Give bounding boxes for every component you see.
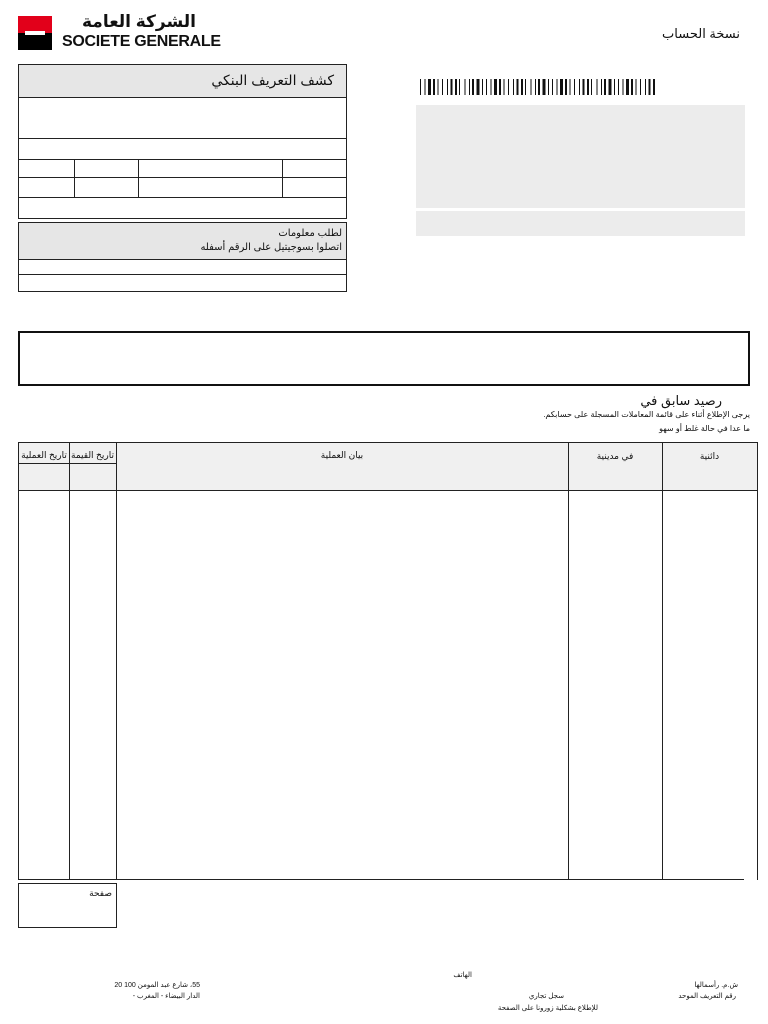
brand-name-fr: SOCIETE GENERALE <box>62 33 221 50</box>
col-op-date: تاريخ العملية <box>21 450 67 460</box>
notice-line-2: ما عدا في حالة غلط أو سهو <box>659 424 750 433</box>
brand-name-ar: الشركة العامة <box>81 12 197 31</box>
footer-id-label: رقم التعريف الموحد <box>678 993 736 1000</box>
address-panel-footer <box>416 211 745 236</box>
previous-balance-label: رصيد سابق في <box>640 393 722 408</box>
footer-address-2: الدار البيضاء - المغرب - <box>132 993 200 1000</box>
balance-banner <box>18 331 750 386</box>
footer-website-note: للإطلاع بشكلية زورونا على الصفحة <box>497 1005 598 1012</box>
address-panel <box>416 105 745 208</box>
notice-line-1: يرجى الإطلاع أثناء على قائمة المعاملات المسجلة على حسابكم. <box>543 410 750 419</box>
info-line-1: لطلب معلومات <box>278 228 342 239</box>
col-credit: دائنية <box>699 451 720 461</box>
transactions-table <box>18 442 758 880</box>
footer-phone-label: الهاتف <box>453 972 472 979</box>
info-header <box>19 223 346 260</box>
table-bottom-rule <box>18 879 744 880</box>
page-box <box>18 883 117 928</box>
footer-register-label: سجل تجاري <box>528 993 564 1000</box>
info-box <box>18 222 347 292</box>
copy-label: نسخة الحساب <box>662 26 740 41</box>
footer-address-1: 55، شارع عبد المومن 100 20 <box>114 982 200 989</box>
footer-capital-label: ش.م. رأسمالها <box>694 982 738 989</box>
statement-title: كشف التعريف البنكي <box>211 72 334 88</box>
info-line-2: اتصلوا بسوجيتيل على الرقم أسفله <box>200 242 342 253</box>
col-value-date: تاريخ القيمة <box>71 450 114 460</box>
barcode-icon <box>420 79 656 95</box>
statement-header <box>19 65 346 98</box>
statement-box <box>18 64 347 219</box>
col-description: بيان العملية <box>320 450 364 460</box>
col-debit: في مدينية <box>596 451 634 461</box>
brand-logo-icon <box>18 16 52 50</box>
page-label: صفحة <box>89 888 112 898</box>
